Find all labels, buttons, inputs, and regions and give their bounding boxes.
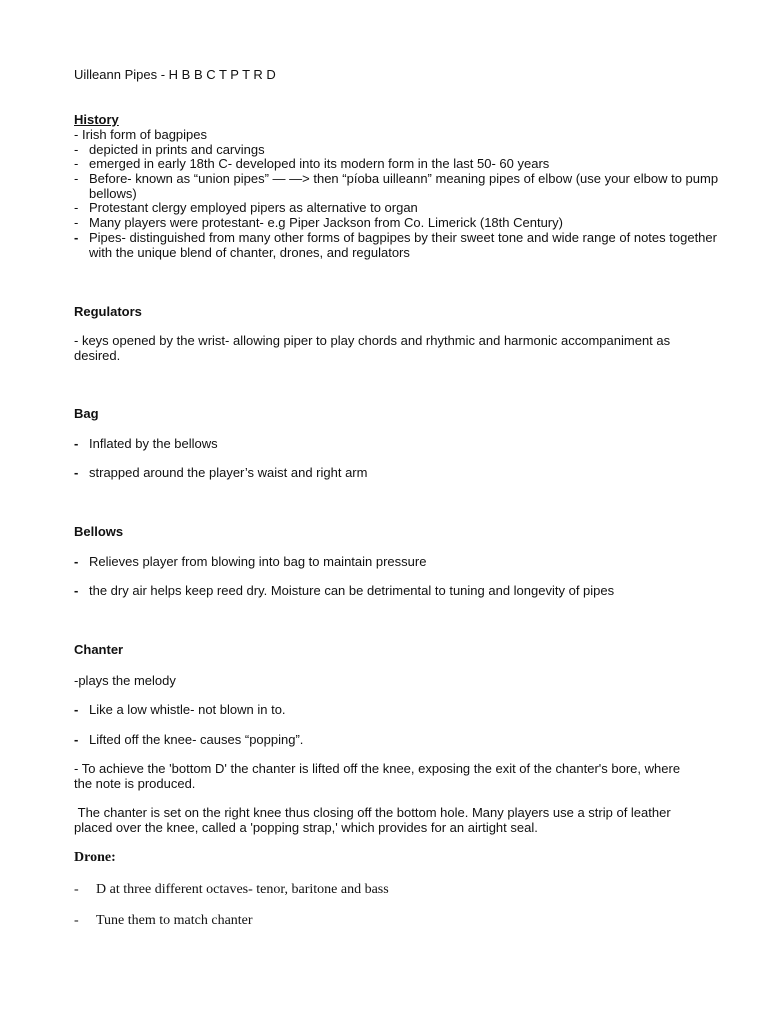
bullet-dash: -: [74, 156, 79, 171]
history-item: - emerged in early 18th C- developed into its modern form in the last 50- 60 years: [74, 156, 550, 171]
bullet-dash: -: [74, 465, 79, 480]
history-heading: History: [74, 112, 119, 127]
history-item: - Irish form of bagpipes: [74, 127, 208, 142]
bullet-dash: -: [74, 732, 79, 747]
bullet-dash: -: [74, 127, 79, 142]
regulators-heading: Regulators: [74, 304, 142, 319]
bullet-dash: -: [74, 171, 79, 186]
drone-heading: Drone:: [74, 850, 116, 865]
bellows-heading: Bellows: [74, 524, 124, 539]
bag-item: - Inflated by the bellows: [74, 436, 218, 451]
drone-item: - Tune them to match chanter: [74, 913, 253, 928]
chanter-heading: Chanter: [74, 642, 124, 657]
bullet-dash: -: [74, 200, 79, 215]
history-item: - depicted in prints and carvings: [74, 142, 265, 157]
drone-item: - D at three different octaves- tenor, baritone and bass: [74, 882, 389, 897]
bullet-dash: -: [74, 554, 79, 569]
bullet-dash: -: [74, 583, 79, 598]
document-title: Uilleann Pipes - H B B C T P T R D: [74, 67, 276, 82]
history-item: - Protestant clergy employed pipers as alternative to organ: [74, 200, 418, 215]
history-item: - Many players were protestant- e.g Piper Jackson from Co. Limerick (18th Century): [74, 215, 563, 230]
history-item: - Before- known as “union pipes” — —> then “píoba uilleann” meaning pipes of elbow (use your elbow to pump bellows): [74, 171, 719, 201]
bullet-dash: -: [74, 882, 79, 897]
bullet-dash: -: [74, 215, 79, 230]
bag-item: - strapped around the player’s waist and right arm: [74, 465, 368, 480]
chanter-para-bottom-d: - To achieve the 'bottom D' the chanter is lifted off the knee, exposing the exit of the chanter's bore, where the note is produced.: [74, 761, 681, 791]
bellows-item: - the dry air helps keep reed dry. Moisture can be detrimental to tuning and longevity of pipes: [74, 583, 615, 598]
bullet-dash: -: [74, 913, 79, 928]
chanter-para-popping-strap: The chanter is set on the right knee thus closing off the bottom hole. Many players use a strip of leather placed over the knee, called a 'popping strap,' which provides for an airtight seal.: [74, 805, 675, 835]
bullet-dash: -: [74, 230, 79, 245]
bullet-dash: -: [74, 702, 79, 717]
bag-heading: Bag: [74, 406, 99, 421]
regulators-text: - keys opened by the wrist- allowing piper to play chords and rhythmic and harmonic accompaniment as desired.: [74, 333, 671, 363]
bullet-dash: -: [74, 436, 79, 451]
history-item: - Pipes- distinguished from many other forms of bagpipes by their sweet tone and wide range of notes together with the unique blend of chanter, drones, and regulators: [74, 230, 717, 260]
chanter-intro: -plays the melody: [74, 673, 176, 688]
chanter-item: - Lifted off the knee- causes “popping”.: [74, 732, 304, 747]
bullet-dash: -: [74, 142, 79, 157]
chanter-item: - Like a low whistle- not blown in to.: [74, 702, 286, 717]
bellows-item: - Relieves player from blowing into bag to maintain pressure: [74, 554, 427, 569]
